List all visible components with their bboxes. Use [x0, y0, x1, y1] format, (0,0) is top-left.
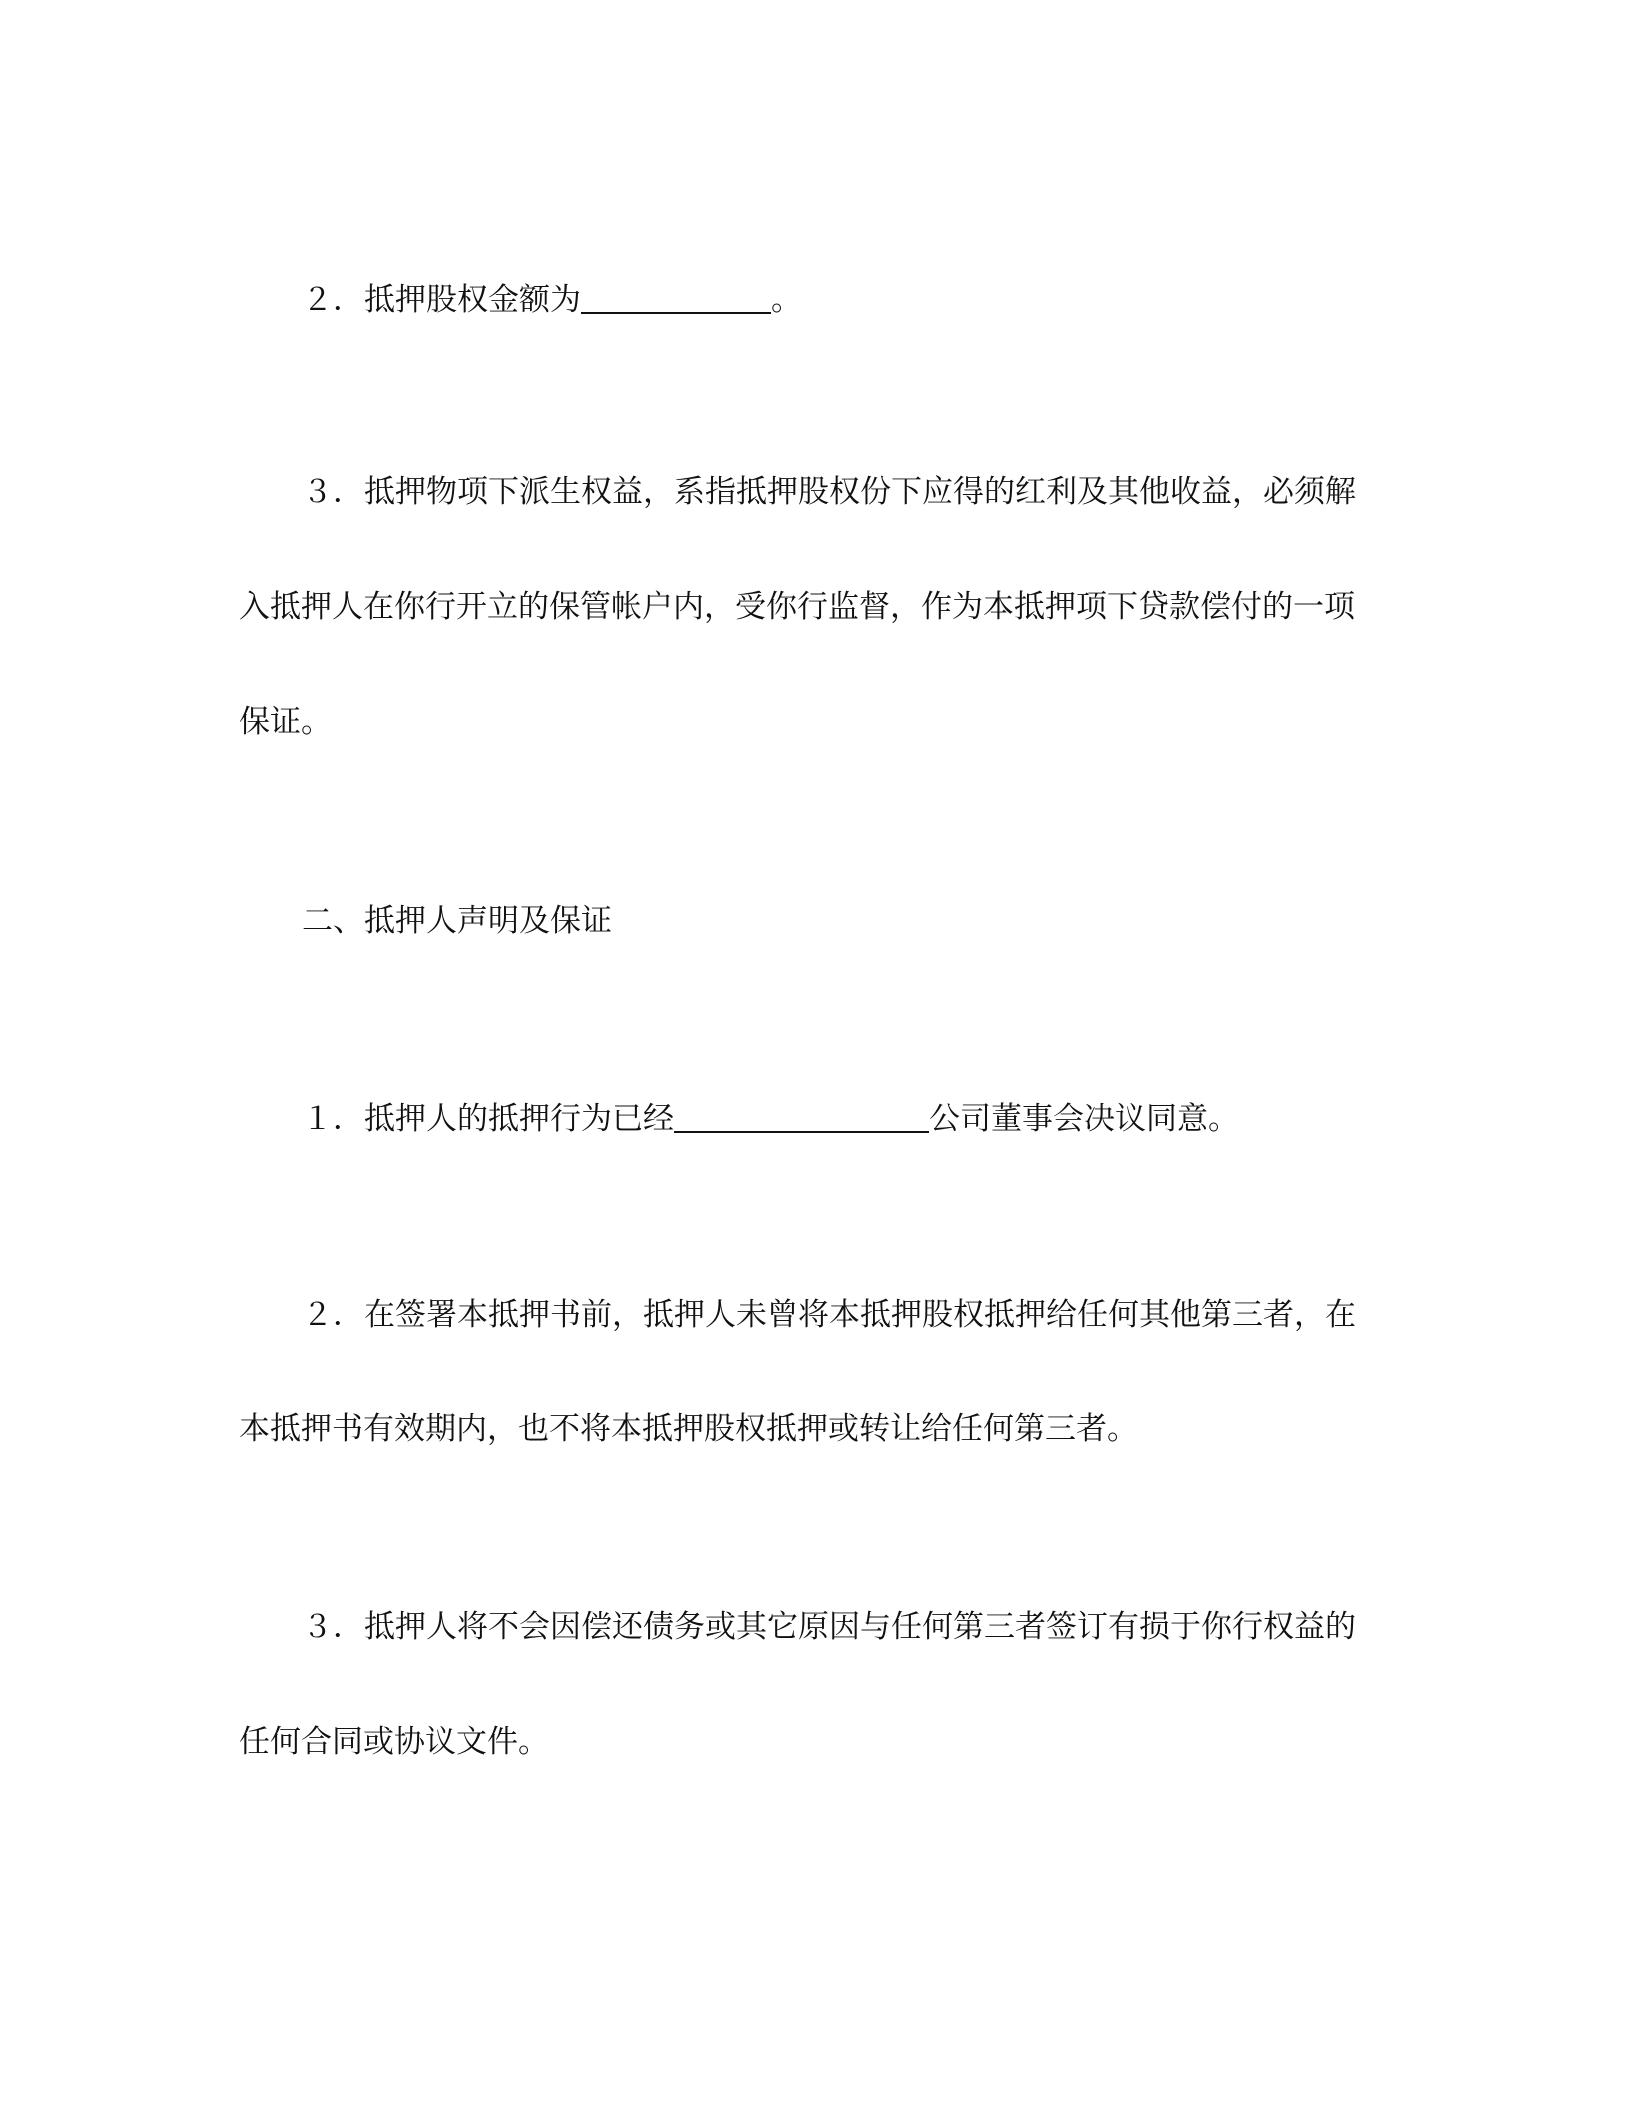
paragraph-no-prior-pledge-line-2: 本抵押书有效期内，也不将本抵押股权抵押或转让给任何第三者。 — [239, 1411, 1138, 1447]
paragraph-no-harmful-contracts-line-2: 任何合同或协议文件。 — [239, 1724, 549, 1760]
paragraph-no-harmful-contracts-line-1: ３．抵押人将不会因偿还债务或其它原因与任何第三者签订有损于你行权益的 — [302, 1609, 1356, 1645]
company-name-blank — [674, 1097, 929, 1133]
paragraph-board-resolution — [302, 1097, 1239, 1139]
paragraph-equity-amount — [302, 278, 802, 320]
board-resolution-suffix: 公司董事会决议同意。 — [929, 1101, 1239, 1137]
board-resolution-text: １．抵押人的抵押行为已经 — [302, 1101, 674, 1137]
section-heading: 二、抵押人声明及保证 — [302, 903, 612, 939]
paragraph-derived-rights-line-1: ３．抵押物项下派生权益，系指抵押股权份下应得的红利及其他收益，必须解 — [302, 474, 1356, 510]
equity-amount-blank — [581, 278, 771, 314]
paragraph-derived-rights-line-2: 入抵押人在你行开立的保管帐户内，受你行监督，作为本抵押项下贷款偿付的一项 — [239, 589, 1355, 625]
equity-amount-text: ２．抵押股权金额为 — [302, 282, 581, 318]
paragraph-no-prior-pledge-line-1: ２．在签署本抵押书前，抵押人未曾将本抵押股权抵押给任何其他第三者，在 — [302, 1297, 1356, 1333]
paragraph-derived-rights-line-3: 保证。 — [239, 704, 332, 740]
equity-amount-suffix: 。 — [771, 282, 802, 318]
